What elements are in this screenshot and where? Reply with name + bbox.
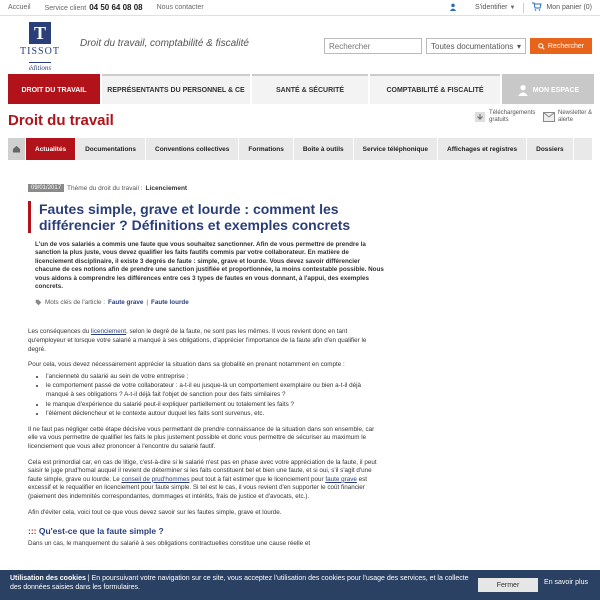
downloads-link[interactable] xyxy=(474,110,536,124)
article-intro: L'un de vos salariés a commis une faute que vous souhaitez sanctionner. Afin de vous permettre de prendre la sanction la plus juste, vous devez qualifier les faits fautifs commis par votre collaborateur. En matière de licenciement disciplinaire, il existe 3 degrés de faute : simple, grave et lourde. Vous devez savoir différencier chacune de ces notions afin de prendre une sanction justifiée et proportionnée, la moins contestable possible. Nous vous aidons à comprendre les différences entre ces 3 types de fautes en vous donnant, à l'appui, des exemples concrets. xyxy=(35,241,384,291)
logo-name: TISSOT xyxy=(20,46,60,57)
logo-sub: éditions xyxy=(28,64,52,72)
mon-espace-label: MON ESPACE xyxy=(532,86,580,94)
text: est excessif et le requalifier en licenciement pour faute simple. Si tel est le cas, il vous revient d'en supporter le coût financier (paiement des indemnités correspondantes, dommages et intérêts, frais de justice et d'avocats, etc.). xyxy=(28,475,368,500)
search-input[interactable] xyxy=(324,38,422,54)
subheading-marker: ::: xyxy=(28,526,39,537)
list-item: • l'ancienneté du salarié au sein de votre entreprise ; xyxy=(46,373,384,382)
chevron-down-icon: ▼ xyxy=(509,4,516,11)
chevron-down-icon: ▾ xyxy=(516,41,521,51)
newsletter-link[interactable] xyxy=(543,110,592,124)
tag-icon xyxy=(35,299,42,306)
service-client[interactable] xyxy=(45,3,143,12)
subheading-text: Qu'est-ce que la faute simple ? xyxy=(38,526,164,537)
contact-link[interactable]: Nous contacter xyxy=(156,4,204,11)
subnav-actualites[interactable]: Actualités xyxy=(26,138,76,160)
keyword-faute-lourde[interactable]: Faute lourde xyxy=(151,299,189,307)
article-body xyxy=(28,328,384,548)
text: Les conséquences du xyxy=(28,328,92,336)
text: Cela est primordial car, en cas de litige, c'est-à-dire si le salarié n'est pas en phase avec votre appréciation de la faute, il peut saisir le juge prud'homal auquel il revient de déterminer si les faits constituent bel et bien une faute, et si oui, s'il s'agit d'une faute simple, grave ou lourde. Le xyxy=(28,458,377,483)
paragraph: Afin d'éviter cela, voici tout ce que vous devez savoir sur les fautes simple, grave et lourde. xyxy=(28,508,282,516)
subnav-boite-a-outils[interactable]: Boîte à outils xyxy=(294,138,354,160)
sub-nav xyxy=(8,138,592,160)
article xyxy=(28,184,384,555)
service-client-label: Service client xyxy=(44,5,87,12)
tissot-logo[interactable] xyxy=(12,22,68,75)
article-date: 09/01/2017 xyxy=(28,184,64,192)
paragraph xyxy=(28,328,384,354)
article-keywords xyxy=(28,299,384,306)
theme-label: Thème du droit du travail : xyxy=(67,184,143,192)
downloads-label: Téléchargements gratuits xyxy=(489,110,536,123)
cookie-message: | En poursuivant votre navigation sur ce site, vous acceptez l'utilisation des cookies pour l'usage des services, et la collecte des données saisies dans les formulaires. xyxy=(10,575,469,591)
login-link[interactable]: S'identifier xyxy=(474,4,508,11)
list-item: • le manque d'expérience du salarié peut-il expliquer partiellement ou totalement les faits ? xyxy=(46,401,384,410)
text: peut tout à fait estimer que le licenciement pour xyxy=(189,475,326,483)
cart-count: (0) xyxy=(583,4,592,11)
keyword-separator: | xyxy=(146,299,148,307)
paragraph: Il ne faut pas négliger cette étape décisive vous permettant de prendre connaissance de la situation dans son ensemble, car elle va vous permettre de qualifier les faits le plus justement possible et donc vous permettre de sécuriser au maximum le licenciement que vous allez prononcer à l'encontre du salarié fautif. xyxy=(28,425,375,450)
nav-tab-sante-securite[interactable]: SANTÉ & SÉCURITÉ xyxy=(252,74,368,104)
subnav-conventions[interactable]: Conventions collectives xyxy=(146,138,239,160)
theme-link[interactable]: Licenciement xyxy=(145,184,188,192)
section-links xyxy=(474,110,592,124)
subheading xyxy=(28,527,384,536)
subnav-formations[interactable]: Formations xyxy=(239,138,293,160)
phone-number: 04 50 64 08 08 xyxy=(89,3,143,12)
subnav-affichages[interactable]: Affichages et registres xyxy=(438,138,527,160)
cookie-title: Utilisation des cookies xyxy=(10,575,86,582)
search-button-label: Rechercher xyxy=(547,42,585,50)
home-link[interactable]: Accueil xyxy=(8,4,31,11)
search-button[interactable] xyxy=(530,38,592,54)
site-header xyxy=(0,16,600,74)
newsletter-label: Newsletter & alerte xyxy=(558,110,593,123)
paragraph: Pour cela, vous devez nécessairement apprécier la situation dans sa globalité en prenant notamment en compte : xyxy=(28,361,345,369)
keywords-label: Mots clés de l'article : xyxy=(45,299,105,307)
keyword-faute-grave[interactable]: Faute grave xyxy=(108,299,144,307)
logo-mark: T xyxy=(29,22,51,44)
criteria-list xyxy=(46,373,384,419)
text: , selon le degré de la faute, ne sont pas les mêmes. Il vous revient donc en tant qu'employeur et lorsque votre salarié a manqué à ses obligations, d'apprécier l'importance de la faute afin d'en qualifier le degré. xyxy=(28,328,367,353)
subnav-service-telephonique[interactable]: Service téléphonique xyxy=(354,138,438,160)
divider xyxy=(523,3,524,13)
nav-tab-representants[interactable]: REPRÉSENTANTS DU PERSONNEL & CE xyxy=(102,74,250,104)
article-title: Fautes simple, grave et lourde : comment les différencier ? Définitions et exemples concrets xyxy=(28,201,384,233)
nav-tab-comptabilite[interactable]: COMPTABILITÉ & FISCALITÉ xyxy=(370,74,500,104)
search-scope-select[interactable] xyxy=(426,38,526,54)
cookie-close-button[interactable]: Fermer xyxy=(478,578,538,592)
mail-icon xyxy=(543,112,555,122)
paragraph: Dans un cas, le manquement du salarié à ses obligations contractuelles constitue une cause réelle et xyxy=(28,539,311,547)
licenciement-link[interactable]: licenciement xyxy=(91,328,127,336)
cart-link[interactable]: Mon panier xyxy=(546,4,582,11)
cart-icon xyxy=(532,2,542,13)
nav-tab-droit-du-travail[interactable]: DROIT DU TRAVAIL xyxy=(8,74,100,104)
subnav-dossiers[interactable]: Dossiers xyxy=(527,138,573,160)
search-icon xyxy=(538,43,545,50)
tagline: Droit du travail, comptabilité & fiscalité xyxy=(80,38,249,49)
utility-bar xyxy=(0,0,600,16)
home-icon xyxy=(12,145,21,153)
search-bar xyxy=(324,38,592,54)
main-nav xyxy=(8,74,592,104)
subnav-documentations[interactable]: Documentations xyxy=(76,138,146,160)
faute-grave-link[interactable]: faute grave xyxy=(325,475,357,483)
cookie-banner xyxy=(0,570,600,600)
download-icon xyxy=(474,111,486,123)
article-meta xyxy=(28,184,384,192)
cookie-more-link[interactable]: En savoir plus xyxy=(544,579,588,586)
list-item: • le comportement passé de votre collaborateur : a-t-il eu jusque-là un comportement exemplaire ou bien a-t-il déjà manqué à ses obligations ? A-t-il déjà fait l'objet de sanction pour des faits similaires ? xyxy=(46,382,384,399)
user-icon xyxy=(517,84,529,96)
section-title: Droit du travail xyxy=(8,112,114,129)
paragraph xyxy=(28,459,384,502)
user-icon xyxy=(449,3,471,13)
list-item: • l'élément déclencheur et le contexte autour duquel les faits sont survenus, etc. xyxy=(46,410,384,419)
conseil-prudhommes-link[interactable]: conseil de prud'hommes xyxy=(121,475,190,483)
nav-tab-mon-espace[interactable] xyxy=(502,74,594,104)
subnav-home[interactable] xyxy=(8,138,26,160)
cookie-text xyxy=(10,574,470,592)
search-scope-value: Toutes documentations xyxy=(431,41,514,51)
